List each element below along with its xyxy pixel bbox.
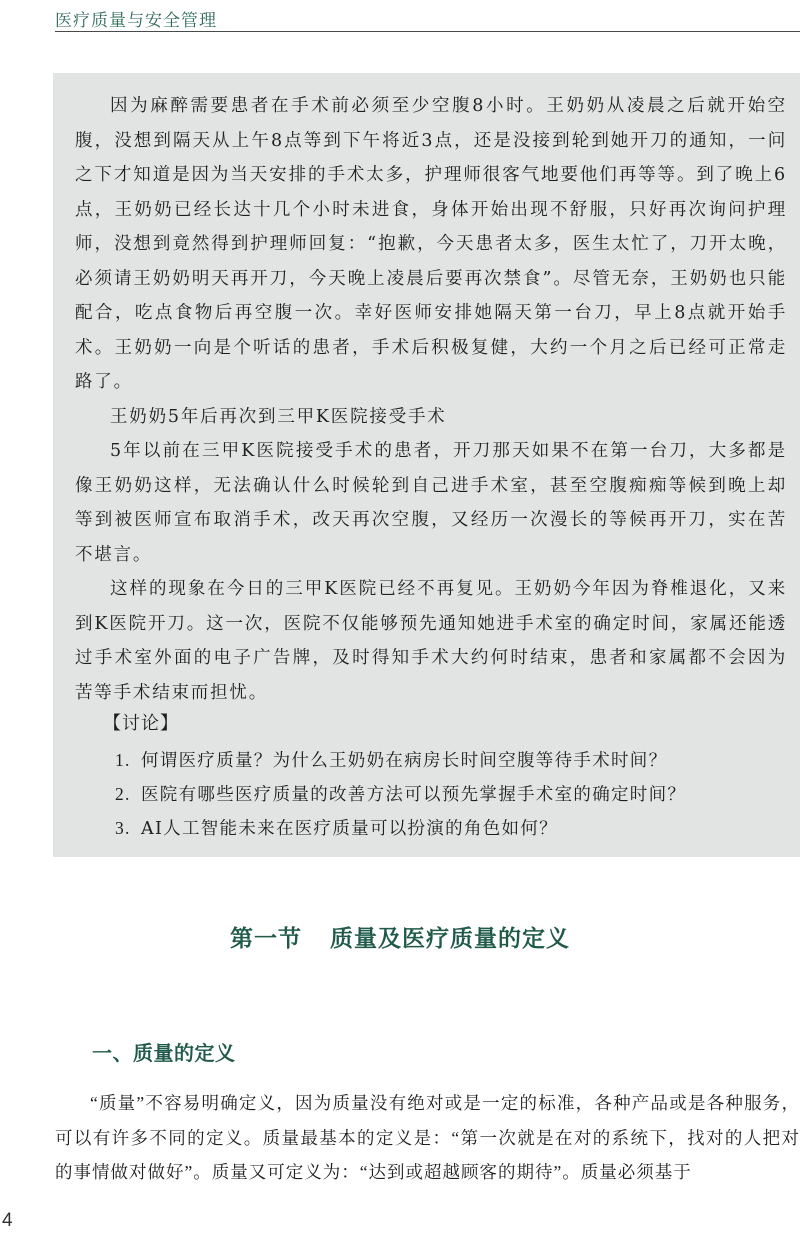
question-text: 何谓医疗质量？为什么王奶奶在病房长时间空腹等待手术时间？	[141, 751, 668, 771]
header-divider	[55, 31, 800, 32]
section-title-text: 质量及医疗质量的定义	[330, 925, 570, 952]
discussion-title: 【讨论】	[103, 713, 179, 734]
discussion-question-3	[115, 815, 558, 840]
subsection-heading: 一、质量的定义	[92, 1041, 236, 1065]
case-study-box	[53, 73, 800, 857]
question-text: AI人工智能未来在医疗质量可以扮演的角色如何？	[141, 819, 558, 839]
section-number: 第一节	[230, 925, 302, 952]
body-paragraph: “质量”不容易明确定义，因为质量没有绝对或是一定的标准，各种产品或是各种服务，可以有许多不同的定义。质量最基本的定义是：“第一次就是在对的系统下，找对的人把对的事情做对做好”。质量又可定义为：“达到或超越顾客的期待”。质量必须基于	[55, 1093, 800, 1182]
question-text: 医院有哪些医疗质量的改善方法可以预先掌握手术室的确定时间？	[141, 785, 687, 805]
case-paragraph-2: 5年以前在三甲K医院接受手术的患者，开刀那天如果不在第一台刀，大多都是像王奶奶这样，无法确认什么时候轮到自己进手术室，甚至空腹痴痴等候到晚上却等到被医师宣布取消手术，改天再次空腹，又经历一次漫长的等候再开刀，实在苦不堪言。	[75, 441, 787, 565]
question-number: 3.	[115, 818, 131, 838]
case-subheading: 王奶奶5年后再次到三甲K医院接受手术	[110, 407, 447, 427]
case-paragraph-3: 这样的现象在今日的三甲K医院已经不再复见。王奶奶今年因为脊椎退化，又来到K医院开刀。这一次，医院不仅能够预先通知她进手术室的确定时间，家属还能透过手术室外面的电子广告牌，及时得知手术大约何时结束，患者和家属都不会因为苦等手术结束而担忧。	[75, 579, 787, 703]
question-number: 2.	[115, 784, 131, 804]
discussion-question-1	[115, 747, 667, 772]
case-paragraph-1: 因为麻醉需要患者在手术前必须至少空腹8小时。王奶奶从凌晨之后就开始空腹，没想到隔天从上午8点等到下午将近3点，还是没接到轮到她开刀的通知，一问之下才知道是因为当天安排的手术太多，护理师很客气地要他们再等等。到了晚上6点，王奶奶已经长达十几个小时未进食，身体开始出现不舒服，只好再次询问护理师，没想到竟然得到护理师回复：“抱歉，今天患者太多，医生太忙了，刀开太晚，必须请王奶奶明天再开刀，今天晚上凌晨后要再次禁食”。尽管无奈，王奶奶也只能配合，吃点食物后再空腹一次。幸好医师安排她隔天第一台刀，早上8点就开始手术。王奶奶一向是个听话的患者，手术后积极复健，大约一个月之后已经可正常走路了。	[75, 96, 787, 392]
section-heading	[0, 920, 800, 953]
page-number: 4	[2, 1210, 13, 1231]
discussion-question-2	[115, 781, 686, 806]
question-number: 1.	[115, 750, 131, 770]
running-header: 医疗质量与安全管理	[55, 11, 217, 31]
